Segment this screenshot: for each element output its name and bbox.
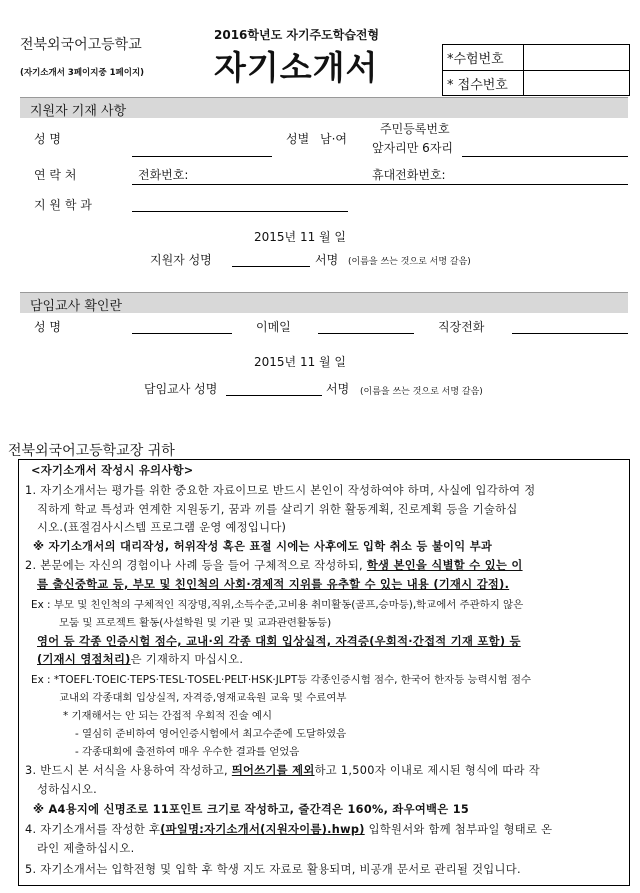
department-label: 지 원 학 과 bbox=[34, 198, 92, 212]
receipt-number-label: * 접수번호 bbox=[447, 78, 508, 93]
teacher-work-phone-field[interactable] bbox=[512, 333, 628, 334]
phone-label: 전화번호: bbox=[138, 168, 189, 182]
notice-line: Ex : 부모 및 친인척의 구체적인 직장명,직위,소득수준,고비용 취미활동(골프,승마등),학교에서 주관하지 않은 bbox=[31, 599, 524, 611]
notice-emphasis: (기재시 영점처리) bbox=[37, 653, 131, 666]
form-subtitle: 2016학년도 자기주도학습전형 bbox=[214, 28, 380, 42]
rrn-label-line2: 앞자리만 6자리 bbox=[372, 141, 454, 155]
notice-line bbox=[25, 557, 523, 573]
notice-text: 3. 반드시 본 서식을 사용하여 작성하고, bbox=[25, 764, 228, 777]
notice-emphasis: (파일명:자기소개서(지원자이름).hwp) bbox=[160, 823, 365, 836]
notice-line: 영어 등 각종 인증시험 점수, 교내·외 각종 대회 입상실적, 자격증(우회적·간접적 기재 포함) 등 bbox=[37, 635, 521, 648]
notice-line: 라인 제출하십시오. bbox=[37, 842, 135, 855]
notice-text: 2. 본문에는 자신의 경험이나 사례 등을 들어 구체적으로 작성하되, bbox=[25, 559, 363, 572]
teacher-sign-label: 담임교사 성명 bbox=[144, 382, 218, 396]
notice-line: Ex : *TOEFL·TOEIC·TEPS·TESL·TOSEL·PELT·HSK·JLPT등 각종인증시험 점수, 한국어 한자등 능력시험 점수 bbox=[31, 674, 532, 686]
teacher-sign-note: (이름을 쓰는 것으로 서명 갈음) bbox=[360, 387, 483, 397]
teacher-work-phone-label: 직장전화 bbox=[438, 320, 485, 334]
teacher-sign-field[interactable] bbox=[226, 395, 322, 396]
notice-line: 직하게 학교 특성과 연계한 지원동기, 꿈과 끼를 살리기 위한 활동계획, 진로계획 등을 기술하십 bbox=[37, 503, 518, 516]
notice-text: 입학원서와 함께 첨부파일 형태로 온 bbox=[364, 823, 553, 836]
applicant-name-label: 성 명 bbox=[34, 132, 61, 146]
notice-line: 름 출신중학교 등, 부모 및 친인척의 사회·경제적 지위를 유추할 수 있는 내용 (기재시 감점). bbox=[37, 578, 510, 591]
rrn-field[interactable] bbox=[462, 156, 628, 157]
notice-line: ※ 자기소개서의 대리작성, 허위작성 혹은 표절 시에는 사후에도 입학 취소 등 불이익 부과 bbox=[33, 540, 493, 553]
notice-title: <자기소개서 작성시 유의사항> bbox=[31, 464, 194, 477]
notice-emphasis: 학생 본인을 식별할 수 있는 이 bbox=[366, 559, 523, 572]
id-number-box bbox=[442, 44, 630, 96]
notice-line: 성하십시오. bbox=[37, 783, 97, 796]
rrn-label-line1: 주민등록번호 bbox=[380, 122, 450, 136]
teacher-date: 2015년 11 월 일 bbox=[254, 355, 347, 369]
notice-line: - 열심히 준비하여 영어인증시험에서 최고수준에 도달하였음 bbox=[75, 728, 347, 740]
gender-label: 성별 bbox=[286, 132, 310, 146]
applicant-section-header bbox=[20, 97, 628, 118]
notice-text: 4. 자기소개서를 작성한 후 bbox=[25, 823, 161, 836]
notice-line: 시오.(표절검사시스템 프로그램 운영 예정입니다) bbox=[37, 521, 287, 534]
applicant-date: 2015년 11 월 일 bbox=[254, 230, 347, 244]
school-name: 전북외국어고등학교 bbox=[20, 37, 142, 53]
receipt-number-row[interactable] bbox=[443, 70, 629, 96]
exam-number-label: *수험번호 bbox=[447, 52, 504, 67]
notice-line: 5. 자기소개서는 입학전형 및 입학 후 학생 지도 자료로 활용되며, 비공개 문서로 관리될 것입니다. bbox=[25, 863, 521, 876]
applicant-name-field[interactable] bbox=[132, 156, 272, 157]
applicant-sign-suffix: 서명 bbox=[315, 253, 339, 267]
notice-line bbox=[37, 651, 243, 667]
notice-box bbox=[18, 459, 630, 886]
addressee: 전북외국어고등학교장 귀하 bbox=[8, 443, 175, 459]
notice-line: * 기재해서는 안 되는 간접적 우회적 진술 예시 bbox=[63, 710, 272, 722]
notice-text: 은 기재하지 마십시오. bbox=[130, 653, 244, 666]
form-title: 자기소개서 bbox=[214, 48, 379, 87]
notice-line: - 각종대회에 출전하여 매우 우수한 결과를 얻었음 bbox=[75, 746, 300, 758]
exam-number-row[interactable] bbox=[443, 45, 629, 70]
mobile-label: 휴대전화번호: bbox=[372, 168, 446, 182]
notice-line bbox=[25, 821, 552, 837]
teacher-email-field[interactable] bbox=[318, 333, 414, 334]
notice-text: 하고 1,500자 이내로 제시된 형식에 따라 작 bbox=[314, 764, 540, 777]
teacher-section-title: 담임교사 확인란 bbox=[30, 299, 123, 314]
gender-options[interactable]: 남·여 bbox=[320, 132, 347, 146]
contact-field-line[interactable] bbox=[132, 184, 628, 185]
page-info: (자기소개서 3페이지중 1페이지) bbox=[20, 68, 145, 78]
notice-line bbox=[25, 762, 540, 778]
applicant-sign-field[interactable] bbox=[232, 266, 310, 267]
applicant-section-title: 지원자 기재 사항 bbox=[30, 104, 127, 119]
teacher-email-label: 이메일 bbox=[256, 320, 291, 334]
notice-line: 1. 자기소개서는 평가를 위한 중요한 자료이므로 반드시 본인이 작성하여야 하며, 사실에 입각하여 정 bbox=[25, 484, 536, 497]
teacher-sign-suffix: 서명 bbox=[326, 382, 350, 396]
notice-line: 모둠 및 프로젝트 활동(사설학원 및 기관 및 교과관련활동등) bbox=[59, 617, 332, 629]
department-field[interactable] bbox=[132, 211, 348, 212]
notice-line: 교내외 각종대회 입상실적, 자격증,영재교육원 교육 및 수료여부 bbox=[59, 692, 347, 704]
notice-line: ※ A4용지에 신명조로 11포인트 크기로 작성하고, 줄간격은 160%, 좌우여백은 15 bbox=[33, 803, 470, 816]
contact-label: 연 락 처 bbox=[34, 168, 77, 182]
teacher-section-header bbox=[20, 292, 628, 313]
applicant-sign-label: 지원자 성명 bbox=[150, 253, 212, 267]
notice-emphasis: 띄어쓰기를 제외 bbox=[231, 764, 315, 777]
teacher-name-field[interactable] bbox=[132, 333, 232, 334]
teacher-name-label: 성 명 bbox=[34, 320, 61, 334]
applicant-sign-note: (이름을 쓰는 것으로 서명 갈음) bbox=[348, 257, 471, 267]
